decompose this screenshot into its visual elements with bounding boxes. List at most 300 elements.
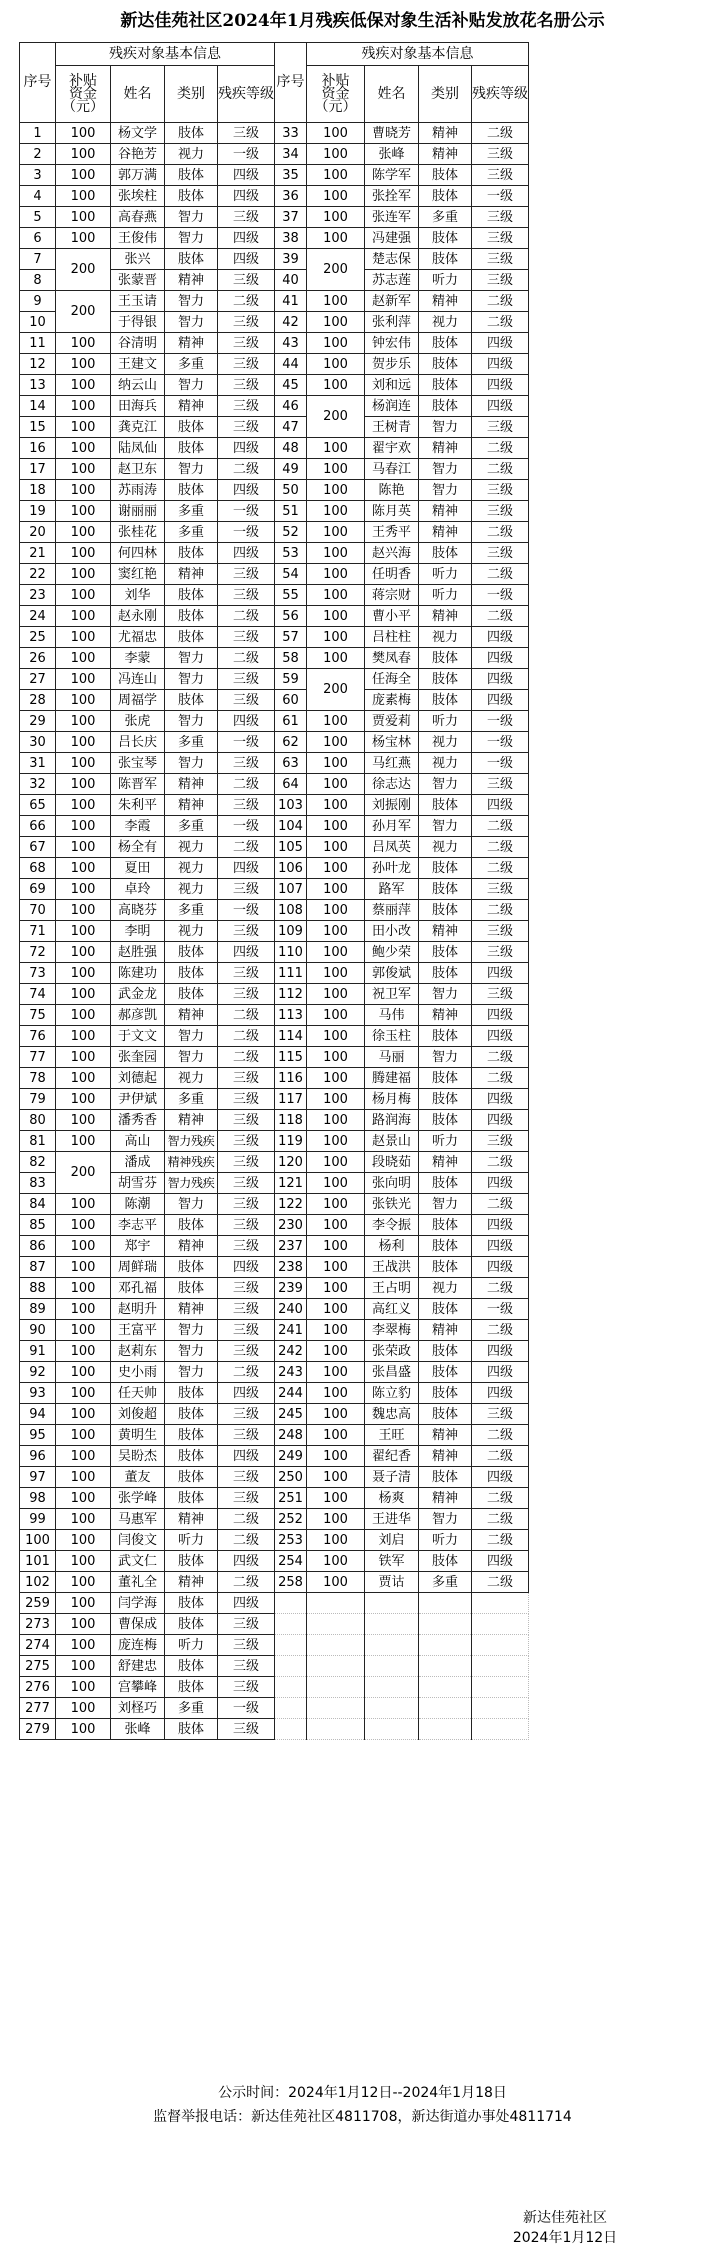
row-category-right: 听力 (419, 564, 472, 585)
row-seq-right: 38 (275, 228, 307, 249)
row-amount-left: 100 (56, 1257, 111, 1278)
row-level-left: 三级 (218, 1299, 275, 1320)
row-seq-right: 52 (275, 522, 307, 543)
empty-cell-right (365, 1698, 419, 1719)
row-category-right: 肢体 (419, 375, 472, 396)
row-amount-left: 100 (56, 753, 111, 774)
row-amount-right: 100 (307, 837, 365, 858)
row-level-left: 四级 (218, 942, 275, 963)
row-name-left: 刘俊超 (111, 1404, 165, 1425)
row-seq-right: 249 (275, 1446, 307, 1467)
row-category-left: 精神 (165, 333, 218, 354)
row-level-left: 三级 (218, 1677, 275, 1698)
table-row (20, 1131, 529, 1152)
row-amount-right: 100 (307, 816, 365, 837)
row-amount-left: 100 (56, 543, 111, 564)
row-category-left: 听力 (165, 1530, 218, 1551)
row-level-right: 二级 (472, 858, 529, 879)
row-name-left: 周鲜瑞 (111, 1257, 165, 1278)
row-level-right: 三级 (472, 942, 529, 963)
row-level-right: 三级 (472, 207, 529, 228)
row-seq-left: 100 (20, 1530, 56, 1551)
row-name-right: 钟宏伟 (365, 333, 419, 354)
row-seq-right: 119 (275, 1131, 307, 1152)
table-row (20, 1446, 529, 1467)
row-name-left: 宫攀峰 (111, 1677, 165, 1698)
row-category-left: 肢体 (165, 438, 218, 459)
row-level-left: 三级 (218, 1467, 275, 1488)
row-seq-left: 275 (20, 1656, 56, 1677)
row-name-left: 李蒙 (111, 648, 165, 669)
row-amount-right: 100 (307, 375, 365, 396)
row-category-right: 精神 (419, 1005, 472, 1026)
row-amount-left: 100 (56, 1383, 111, 1404)
row-level-right: 三级 (472, 165, 529, 186)
row-category-left: 智力 (165, 1362, 218, 1383)
row-amount-right: 100 (307, 1026, 365, 1047)
row-level-left: 三级 (218, 753, 275, 774)
row-name-left: 马惠军 (111, 1509, 165, 1530)
row-name-right: 蒋宗财 (365, 585, 419, 606)
row-level-left: 二级 (218, 1572, 275, 1593)
row-seq-right: 239 (275, 1278, 307, 1299)
row-category-right: 肢体 (419, 1173, 472, 1194)
row-category-right: 肢体 (419, 543, 472, 564)
row-level-right: 二级 (472, 1530, 529, 1551)
row-level-right: 四级 (472, 1110, 529, 1131)
row-category-left: 肢体 (165, 1446, 218, 1467)
row-amount-right: 100 (307, 585, 365, 606)
table-row (20, 1698, 529, 1719)
row-name-left: 赵卫东 (111, 459, 165, 480)
header-category-left: 类别 (165, 66, 218, 123)
row-amount-left: 100 (56, 1488, 111, 1509)
row-seq-right: 122 (275, 1194, 307, 1215)
row-level-left: 三级 (218, 1068, 275, 1089)
row-seq-right: 46 (275, 396, 307, 417)
row-level-left: 二级 (218, 837, 275, 858)
row-seq-left: 85 (20, 1215, 56, 1236)
row-category-left: 听力 (165, 1635, 218, 1656)
row-amount-right: 200 (307, 249, 365, 291)
row-level-left: 三级 (218, 1236, 275, 1257)
row-seq-right: 51 (275, 501, 307, 522)
row-seq-left: 1 (20, 123, 56, 144)
row-amount-left: 100 (56, 144, 111, 165)
row-seq-right: 253 (275, 1530, 307, 1551)
row-amount-left: 200 (56, 1152, 111, 1194)
row-seq-left: 259 (20, 1593, 56, 1614)
row-amount-left: 100 (56, 963, 111, 984)
row-level-left: 三级 (218, 396, 275, 417)
row-category-left: 智力 (165, 711, 218, 732)
table-row (20, 816, 529, 837)
row-category-left: 肢体 (165, 1551, 218, 1572)
table-row (20, 396, 529, 417)
row-category-right: 视力 (419, 312, 472, 333)
row-category-left: 多重 (165, 501, 218, 522)
row-amount-left: 100 (56, 228, 111, 249)
table-row (20, 963, 529, 984)
row-category-left: 精神 (165, 1005, 218, 1026)
table-row (20, 1215, 529, 1236)
row-name-right: 樊凤春 (365, 648, 419, 669)
row-level-left: 三级 (218, 123, 275, 144)
row-name-left: 纳云山 (111, 375, 165, 396)
row-amount-left: 100 (56, 585, 111, 606)
row-category-left: 智力 (165, 291, 218, 312)
row-level-left: 一级 (218, 501, 275, 522)
row-category-right: 肢体 (419, 1299, 472, 1320)
row-category-left: 肢体 (165, 585, 218, 606)
table-row (20, 1425, 529, 1446)
row-seq-right: 60 (275, 690, 307, 711)
row-amount-left: 100 (56, 1005, 111, 1026)
row-category-left: 肢体 (165, 606, 218, 627)
row-seq-left: 65 (20, 795, 56, 816)
row-seq-right: 241 (275, 1320, 307, 1341)
row-amount-left: 100 (56, 165, 111, 186)
row-category-right: 视力 (419, 1278, 472, 1299)
row-name-left: 董友 (111, 1467, 165, 1488)
row-level-right: 三级 (472, 249, 529, 270)
row-category-left: 多重 (165, 900, 218, 921)
row-amount-right: 100 (307, 1194, 365, 1215)
row-name-right: 翟纪香 (365, 1446, 419, 1467)
table-row (20, 1656, 529, 1677)
table-row (20, 1593, 529, 1614)
row-name-left: 史小雨 (111, 1362, 165, 1383)
row-seq-left: 83 (20, 1173, 56, 1194)
row-level-left: 三级 (218, 312, 275, 333)
row-level-right: 二级 (472, 1278, 529, 1299)
row-seq-left: 89 (20, 1299, 56, 1320)
row-amount-left: 100 (56, 1698, 111, 1719)
row-category-left: 肢体 (165, 186, 218, 207)
row-seq-left: 2 (20, 144, 56, 165)
row-level-right: 四级 (472, 1341, 529, 1362)
row-seq-left: 5 (20, 207, 56, 228)
row-level-left: 三级 (218, 1110, 275, 1131)
row-category-left: 肢体 (165, 480, 218, 501)
row-seq-left: 17 (20, 459, 56, 480)
row-amount-left: 100 (56, 1530, 111, 1551)
row-category-left: 肢体 (165, 1488, 218, 1509)
table-row (20, 921, 529, 942)
row-seq-right: 108 (275, 900, 307, 921)
row-name-right: 王占明 (365, 1278, 419, 1299)
row-name-right: 赵兴海 (365, 543, 419, 564)
row-category-right: 听力 (419, 1131, 472, 1152)
row-level-right: 二级 (472, 1068, 529, 1089)
row-level-left: 二级 (218, 606, 275, 627)
row-seq-left: 27 (20, 669, 56, 690)
row-name-left: 武金龙 (111, 984, 165, 1005)
row-level-left: 三级 (218, 1656, 275, 1677)
row-category-right: 肢体 (419, 1383, 472, 1404)
row-category-left: 多重 (165, 816, 218, 837)
row-level-right: 三级 (472, 270, 529, 291)
row-category-left: 视力 (165, 1068, 218, 1089)
empty-cell-right (419, 1719, 472, 1740)
table-row (20, 228, 529, 249)
row-seq-left: 15 (20, 417, 56, 438)
row-amount-left: 100 (56, 921, 111, 942)
header-section-right: 残疾对象基本信息 (307, 43, 529, 66)
row-name-left: 武文仁 (111, 1551, 165, 1572)
row-level-right: 四级 (472, 1026, 529, 1047)
row-amount-left: 100 (56, 396, 111, 417)
row-name-left: 吕长庆 (111, 732, 165, 753)
row-name-left: 冯连山 (111, 669, 165, 690)
empty-cell-right (275, 1614, 307, 1635)
row-seq-right: 113 (275, 1005, 307, 1026)
row-seq-right: 237 (275, 1236, 307, 1257)
row-name-left: 董礼全 (111, 1572, 165, 1593)
row-name-left: 舒建忠 (111, 1656, 165, 1677)
row-seq-right: 109 (275, 921, 307, 942)
row-level-right: 四级 (472, 648, 529, 669)
row-category-left: 精神 (165, 1509, 218, 1530)
row-amount-right: 100 (307, 606, 365, 627)
row-category-right: 肢体 (419, 186, 472, 207)
row-seq-right: 61 (275, 711, 307, 732)
row-level-left: 三级 (218, 669, 275, 690)
table-row (20, 858, 529, 879)
row-category-left: 肢体 (165, 963, 218, 984)
row-category-right: 肢体 (419, 1362, 472, 1383)
row-name-right: 吕柱柱 (365, 627, 419, 648)
row-amount-left: 100 (56, 1341, 111, 1362)
table-row (20, 1299, 529, 1320)
row-level-right: 四级 (472, 333, 529, 354)
row-level-right: 二级 (472, 1047, 529, 1068)
row-amount-left: 100 (56, 648, 111, 669)
row-seq-left: 23 (20, 585, 56, 606)
empty-cell-right (275, 1677, 307, 1698)
row-seq-left: 14 (20, 396, 56, 417)
row-amount-right: 100 (307, 543, 365, 564)
row-amount-left: 100 (56, 1068, 111, 1089)
row-seq-right: 106 (275, 858, 307, 879)
row-level-right: 三级 (472, 774, 529, 795)
row-seq-left: 30 (20, 732, 56, 753)
empty-cell-right (275, 1593, 307, 1614)
row-category-right: 肢体 (419, 1068, 472, 1089)
row-name-right: 聂子清 (365, 1467, 419, 1488)
row-level-right: 二级 (472, 291, 529, 312)
table-row (20, 186, 529, 207)
row-level-right: 四级 (472, 1257, 529, 1278)
row-amount-left: 100 (56, 1236, 111, 1257)
row-seq-right: 240 (275, 1299, 307, 1320)
row-amount-right: 100 (307, 1278, 365, 1299)
table-row (20, 1257, 529, 1278)
table-row (20, 1005, 529, 1026)
row-level-right: 四级 (472, 1383, 529, 1404)
row-name-right: 杨月梅 (365, 1089, 419, 1110)
row-category-right: 精神 (419, 291, 472, 312)
table-row (20, 1341, 529, 1362)
row-category-right: 肢体 (419, 228, 472, 249)
row-name-right: 曹晓芳 (365, 123, 419, 144)
row-category-left: 肢体 (165, 627, 218, 648)
row-seq-left: 21 (20, 543, 56, 564)
row-amount-right: 100 (307, 1467, 365, 1488)
table-row (20, 942, 529, 963)
row-level-left: 二级 (218, 1005, 275, 1026)
row-amount-left: 100 (56, 354, 111, 375)
row-name-right: 张昌盛 (365, 1362, 419, 1383)
row-amount-right: 100 (307, 501, 365, 522)
row-amount-right: 100 (307, 1215, 365, 1236)
row-amount-left: 100 (56, 1026, 111, 1047)
row-name-right: 马红燕 (365, 753, 419, 774)
row-category-left: 肢体 (165, 1404, 218, 1425)
empty-cell-right (419, 1593, 472, 1614)
table-row (20, 606, 529, 627)
row-seq-left: 4 (20, 186, 56, 207)
row-level-left: 三级 (218, 270, 275, 291)
row-amount-left: 100 (56, 711, 111, 732)
empty-cell-right (275, 1719, 307, 1740)
row-seq-right: 44 (275, 354, 307, 375)
table-row (20, 375, 529, 396)
row-seq-left: 9 (20, 291, 56, 312)
row-name-right: 任明香 (365, 564, 419, 585)
row-level-right: 三级 (472, 417, 529, 438)
row-level-left: 一级 (218, 900, 275, 921)
row-category-right: 肢体 (419, 963, 472, 984)
row-seq-right: 243 (275, 1362, 307, 1383)
row-name-right: 张向明 (365, 1173, 419, 1194)
row-seq-right: 54 (275, 564, 307, 585)
table-row (20, 291, 529, 312)
table-row (20, 1509, 529, 1530)
row-level-right: 四级 (472, 1551, 529, 1572)
row-category-left: 精神 (165, 564, 218, 585)
empty-cell-right (472, 1635, 529, 1656)
row-name-left: 苏雨涛 (111, 480, 165, 501)
row-category-left: 智力 (165, 648, 218, 669)
row-amount-left: 100 (56, 1194, 111, 1215)
row-seq-right: 40 (275, 270, 307, 291)
row-seq-left: 16 (20, 438, 56, 459)
row-name-right: 陈立豹 (365, 1383, 419, 1404)
row-level-right: 二级 (472, 123, 529, 144)
row-level-left: 三级 (218, 1089, 275, 1110)
row-seq-right: 112 (275, 984, 307, 1005)
row-name-right: 段晓茹 (365, 1152, 419, 1173)
row-name-left: 赵永刚 (111, 606, 165, 627)
row-amount-right: 100 (307, 564, 365, 585)
row-level-left: 三级 (218, 354, 275, 375)
empty-cell-right (365, 1719, 419, 1740)
row-category-right: 肢体 (419, 1467, 472, 1488)
row-level-left: 二级 (218, 1509, 275, 1530)
row-level-right: 二级 (472, 606, 529, 627)
row-category-right: 精神 (419, 1320, 472, 1341)
row-seq-right: 110 (275, 942, 307, 963)
row-category-right: 肢体 (419, 1551, 472, 1572)
row-amount-right: 100 (307, 648, 365, 669)
row-seq-right: 230 (275, 1215, 307, 1236)
row-name-right: 张峰 (365, 144, 419, 165)
empty-cell-right (419, 1698, 472, 1719)
row-seq-right: 35 (275, 165, 307, 186)
row-category-right: 智力 (419, 1047, 472, 1068)
row-level-left: 二级 (218, 1362, 275, 1383)
row-amount-right: 100 (307, 1152, 365, 1173)
row-category-right: 听力 (419, 1530, 472, 1551)
row-amount-left: 100 (56, 774, 111, 795)
row-seq-right: 248 (275, 1425, 307, 1446)
table-row (20, 711, 529, 732)
row-category-left: 精神 (165, 795, 218, 816)
row-seq-left: 19 (20, 501, 56, 522)
row-seq-right: 42 (275, 312, 307, 333)
row-amount-right: 100 (307, 1005, 365, 1026)
row-category-left: 肢体 (165, 1677, 218, 1698)
row-category-left: 多重 (165, 1698, 218, 1719)
row-category-right: 精神 (419, 1446, 472, 1467)
row-seq-left: 66 (20, 816, 56, 837)
row-amount-right: 100 (307, 1257, 365, 1278)
table-row (20, 1467, 529, 1488)
row-seq-left: 276 (20, 1677, 56, 1698)
row-category-right: 精神 (419, 123, 472, 144)
row-name-right: 郭俊斌 (365, 963, 419, 984)
table-row (20, 165, 529, 186)
row-category-left: 智力 (165, 1341, 218, 1362)
empty-cell-right (472, 1593, 529, 1614)
row-category-left: 视力 (165, 144, 218, 165)
row-category-right: 肢体 (419, 249, 472, 270)
row-level-right: 二级 (472, 564, 529, 585)
table-row (20, 690, 529, 711)
row-level-left: 二级 (218, 1047, 275, 1068)
row-seq-left: 99 (20, 1509, 56, 1530)
row-name-left: 窦红艳 (111, 564, 165, 585)
row-amount-right: 100 (307, 459, 365, 480)
row-level-left: 三级 (218, 1152, 275, 1173)
row-level-right: 一级 (472, 1299, 529, 1320)
row-category-right: 听力 (419, 711, 472, 732)
row-level-right: 三级 (472, 144, 529, 165)
row-name-left: 刘德起 (111, 1068, 165, 1089)
row-seq-left: 79 (20, 1089, 56, 1110)
row-amount-left: 100 (56, 1278, 111, 1299)
row-category-left: 肢体 (165, 1278, 218, 1299)
table-row (20, 1278, 529, 1299)
row-level-right: 四级 (472, 396, 529, 417)
row-name-right: 王秀平 (365, 522, 419, 543)
row-level-right: 一级 (472, 585, 529, 606)
row-name-right: 陈学军 (365, 165, 419, 186)
row-category-left: 肢体 (165, 1593, 218, 1614)
row-seq-left: 73 (20, 963, 56, 984)
row-name-left: 曹保成 (111, 1614, 165, 1635)
row-category-right: 肢体 (419, 1341, 472, 1362)
row-name-left: 张学峰 (111, 1488, 165, 1509)
row-level-left: 四级 (218, 1446, 275, 1467)
row-seq-right: 39 (275, 249, 307, 270)
table-row (20, 732, 529, 753)
row-name-left: 任天帅 (111, 1383, 165, 1404)
row-seq-left: 84 (20, 1194, 56, 1215)
row-category-right: 智力 (419, 1509, 472, 1530)
row-name-left: 郑宇 (111, 1236, 165, 1257)
